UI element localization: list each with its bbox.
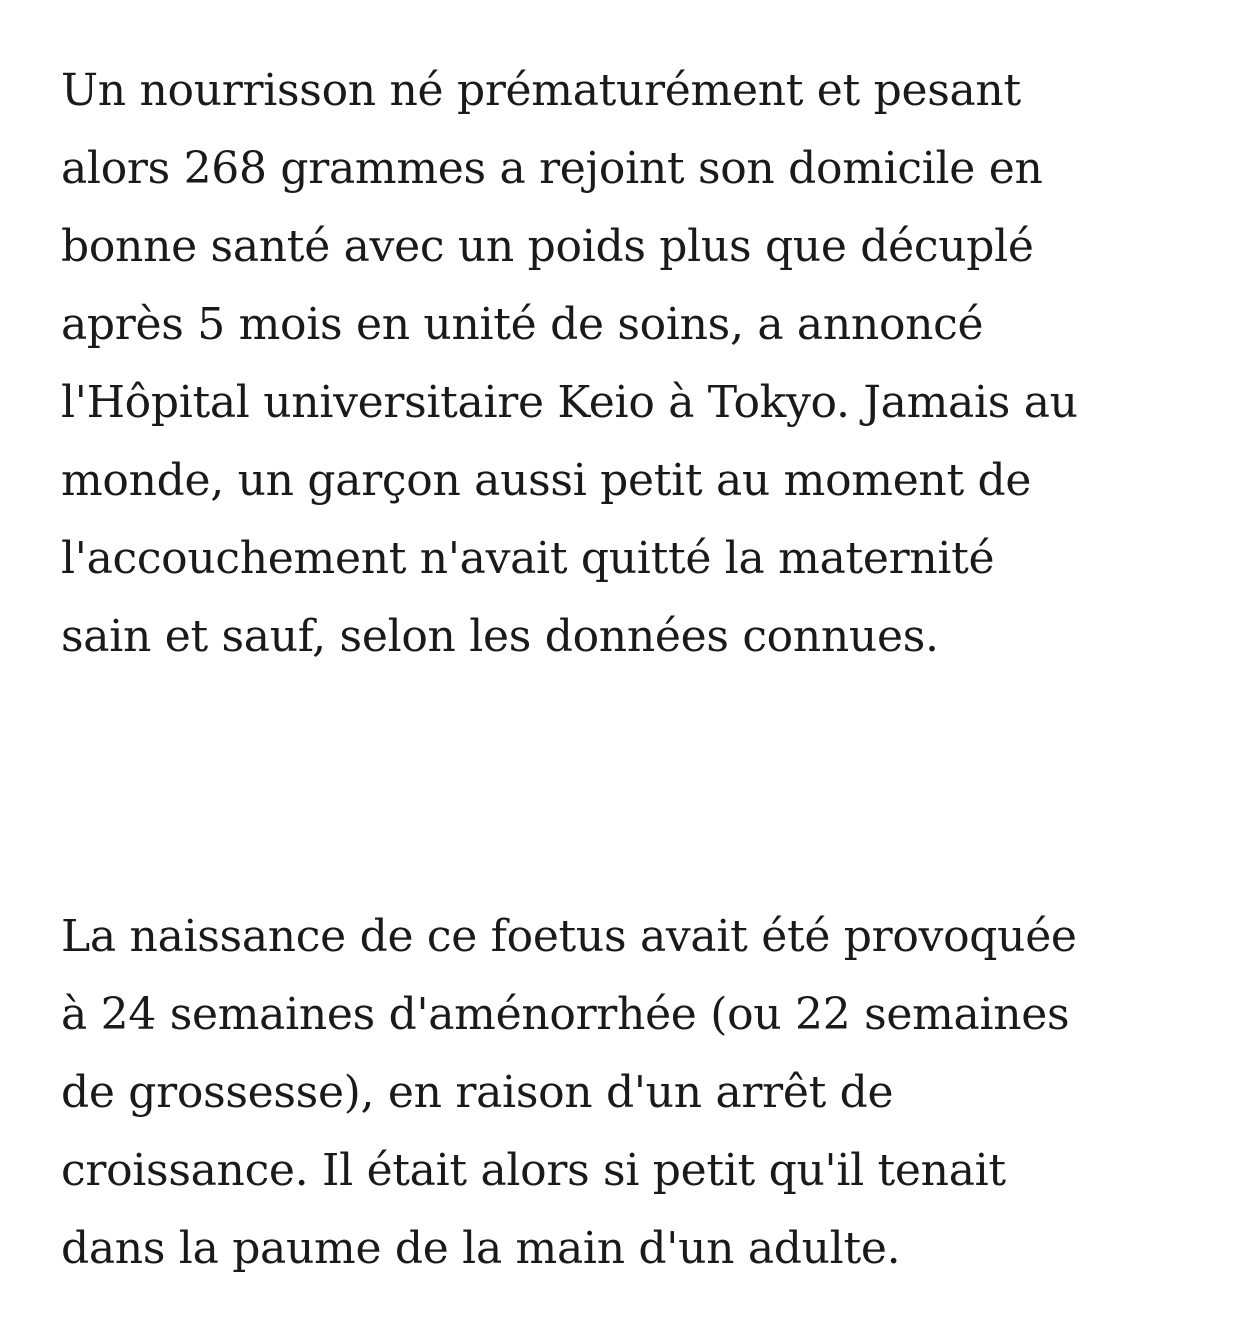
paragraph-line: monde, un garçon aussi petit au moment de — [61, 455, 1032, 506]
paragraph-line: après 5 mois en unité de soins, a annoncé — [61, 299, 984, 350]
article-body — [61, 52, 1201, 1288]
article-paragraph — [61, 898, 1201, 1288]
article-paragraph — [61, 52, 1201, 676]
paragraph-line: Un nourrisson né prématurément et pesant — [61, 65, 1021, 116]
paragraph-line: à 24 semaines d'aménorrhée (ou 22 semaines — [61, 989, 1070, 1040]
paragraph-line: dans la paume de la main d'un adulte. — [61, 1223, 901, 1274]
paragraph-line: l'accouchement n'avait quitté la maternité — [61, 533, 995, 584]
paragraph-line: sain et sauf, selon les données connues. — [61, 611, 939, 662]
paragraph-line: alors 268 grammes a rejoint son domicile en — [61, 143, 1043, 194]
paragraph-line: croissance. Il était alors si petit qu'il tenait — [61, 1145, 1006, 1196]
paragraph-line: La naissance de ce foetus avait été provoquée — [61, 911, 1077, 962]
paragraph-line: de grossesse), en raison d'un arrêt de — [61, 1067, 894, 1118]
paragraph-line: bonne santé avec un poids plus que décuplé — [61, 221, 1034, 272]
paragraph-line: l'Hôpital universitaire Keio à Tokyo. Jamais au — [61, 377, 1078, 428]
